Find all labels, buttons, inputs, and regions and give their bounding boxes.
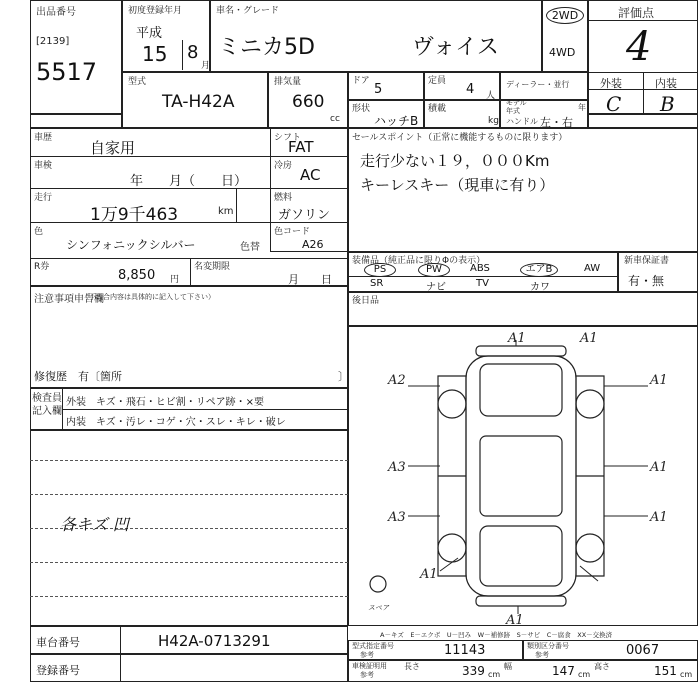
shape: ハッチB — [374, 114, 419, 128]
model-cert: 11143 — [444, 643, 486, 658]
drive-4wd: 4WD — [549, 46, 576, 59]
equipment-abs: ABS — [470, 263, 490, 274]
length-unit: cm — [488, 670, 501, 679]
inspector-label: 検査員 記入欄 — [32, 393, 62, 417]
mark-right-rear: A1 — [650, 510, 668, 525]
width-label: 幅 — [504, 662, 512, 671]
dimensions-ref: 参考 — [360, 671, 374, 679]
name-change-value: 月 日 — [288, 273, 332, 286]
model-cert-label: 型式指定番号 — [352, 642, 394, 650]
handle-label: ハンドル — [506, 117, 538, 126]
car-outline — [466, 356, 576, 596]
handle: 左・右 — [540, 116, 573, 129]
lot-number: 5517 — [36, 58, 98, 86]
equipment-leather: カワ — [530, 282, 550, 293]
name-change-label: 名変期限 — [194, 262, 231, 272]
mark-front: A1 — [508, 331, 526, 346]
equipment-aw: AW — [584, 263, 601, 274]
mark-rear-left: A1 — [420, 567, 438, 582]
mileage-label: 走行 — [34, 193, 53, 203]
class-label: 類別区分番号 — [527, 642, 569, 650]
fuel-label: 燃料 — [274, 193, 293, 203]
km-unit: km — [218, 206, 234, 217]
spare-label: スペア — [368, 604, 389, 612]
repair-history-label: 修復歴 有〔箇所 — [34, 370, 122, 383]
year-unit: 年 — [578, 103, 586, 112]
doors: 5 — [374, 82, 383, 97]
handwritten-note: 各キズ 凹 — [60, 515, 129, 534]
cooling-label: 冷房 — [274, 161, 293, 171]
right-spacer-box — [588, 114, 698, 128]
inspection-label: 車検 — [34, 161, 53, 171]
model-cert-ref: 参考 — [360, 651, 374, 659]
car-name-label: 車名・グレード — [216, 6, 280, 16]
r-label: R券 — [34, 262, 50, 272]
exterior-label: 外装 — [600, 77, 622, 90]
roof — [480, 436, 562, 516]
displacement-label: 排気量 — [274, 77, 302, 87]
height: 151 — [654, 664, 677, 678]
mark-left-rear: A3 — [388, 510, 406, 525]
height-unit: cm — [680, 670, 693, 679]
r-value: 8,850 — [118, 268, 156, 283]
mark-rear: A1 — [506, 613, 524, 626]
first-reg-label: 初度登録年月 — [128, 6, 183, 16]
car-name: ミニカ5D — [218, 35, 315, 60]
displacement: 660 — [292, 92, 325, 112]
cooling: AC — [300, 166, 321, 184]
class-ref: 参考 — [535, 651, 549, 659]
registration-label: 登録番号 — [36, 664, 80, 677]
lot-label: 出品番号 — [36, 7, 76, 18]
damage-legend: A－キズ E－エクボ U－凹み W－補修跡 S－サビ C－腐食 XX－交換済 — [380, 631, 613, 639]
warranty: 有・無 — [628, 274, 665, 288]
length: 339 — [462, 664, 485, 678]
left-spacer-box — [30, 114, 122, 128]
kg-unit: kg — [488, 116, 499, 126]
capacity-unit: 人 — [486, 91, 496, 101]
class-number: 0067 — [626, 643, 660, 658]
history-label: 車歴 — [34, 133, 53, 143]
equipment-navi: ナビ — [426, 282, 446, 293]
first-reg-month: 8 — [187, 42, 199, 63]
era: 平成 — [136, 26, 163, 41]
doors-label: ドア — [352, 76, 370, 86]
equipment-tv: TV — [476, 278, 489, 289]
sales-point-label: セールスポイント（正常に機能するものに限ります） — [352, 133, 568, 143]
rear-bumper — [476, 596, 566, 606]
caution-sub: （不具合内容は具体的に記入して下さい） — [82, 293, 215, 301]
rear-right-tire — [576, 534, 604, 562]
dimensions-box — [348, 660, 698, 682]
load-label: 積載 — [428, 104, 447, 114]
front-right-tire — [576, 390, 604, 418]
mark-right-front: A1 — [650, 373, 668, 388]
dimensions-label: 車検証明用 — [352, 662, 387, 670]
new-warranty-label: 新車保証書 — [624, 256, 670, 266]
equipment-ps: PS — [364, 263, 396, 277]
model-label: 型式 — [128, 77, 147, 87]
shift-label: シフト — [274, 133, 302, 143]
color-change-label: 色替 — [240, 242, 260, 253]
mileage: 1万9千463 — [90, 205, 179, 225]
equipment-label: 装備品（純正品に限りΦの表示） — [352, 256, 486, 266]
capacity: 4 — [466, 82, 475, 97]
sales-point-1: 走行少ない１９，０００Km — [360, 152, 550, 170]
later-items-box — [348, 292, 698, 326]
spare-tire — [370, 576, 386, 592]
interior-label: 内装 — [655, 77, 677, 90]
color-code: A26 — [302, 238, 324, 251]
equipment-airbag: エアB — [520, 263, 558, 277]
cc-unit: cc — [330, 114, 340, 124]
exterior-check-line: 外装 キズ・飛石・ヒビ割・リペア跡・×要 — [66, 397, 264, 408]
model-year-label: モデル 年式 — [506, 99, 527, 115]
auction-sheet — [30, 0, 698, 700]
color: シンフォニックシルバー — [66, 238, 196, 252]
repair-history-end: 〕 — [338, 370, 349, 383]
mark-left-mid: A3 — [388, 460, 406, 475]
chassis-number: H42A-0713291 — [158, 632, 271, 650]
inspection-value: 年 月（ 日） — [130, 174, 248, 189]
height-label: 高さ — [594, 662, 610, 671]
first-reg-year: 15 — [142, 42, 168, 66]
sales-point-2: キーレスキー（現車に有り） — [360, 176, 555, 194]
equipment-pw: PW — [418, 263, 450, 277]
score-label: 評価点 — [618, 6, 655, 20]
interior-grade: B — [660, 92, 675, 116]
equipment-sr: SR — [370, 278, 384, 289]
month-unit: 月 — [201, 61, 211, 71]
model: TA-H42A — [162, 92, 235, 112]
chassis-label: 車台番号 — [36, 636, 80, 649]
width: 147 — [552, 664, 575, 678]
drive-2wd: 2WD — [546, 7, 584, 24]
width-unit: cm — [578, 670, 591, 679]
mark-left-front: A2 — [388, 373, 406, 388]
interior-check-line: 内装 キズ・汚レ・コゲ・穴・スレ・キレ・破レ — [66, 417, 286, 428]
shape-label: 形状 — [352, 104, 371, 114]
score: 4 — [626, 24, 652, 70]
tailgate — [480, 526, 562, 586]
color-code-label: 色コード — [274, 227, 311, 237]
later-items-label: 後日品 — [352, 296, 380, 306]
exterior-grade: C — [606, 92, 622, 116]
caution-label: 注意事項申告欄 — [34, 294, 104, 305]
car-diagram — [348, 326, 698, 626]
fuel: ガソリン — [278, 208, 331, 223]
front-bumper — [476, 346, 566, 356]
dealer-label: ディーラー・並行 — [506, 80, 570, 89]
shift: FAT — [288, 138, 314, 156]
auction-code: [2139] — [36, 36, 70, 47]
capacity-label: 定員 — [428, 76, 447, 86]
mark-right-mid: A1 — [650, 460, 668, 475]
grade: ヴォイス — [412, 35, 499, 60]
color-label: 色 — [34, 227, 44, 237]
mark-front-right: A1 — [580, 331, 598, 346]
hood — [480, 364, 562, 416]
rear-left-tire — [438, 534, 466, 562]
history: 自家用 — [90, 139, 136, 157]
yen-unit: 円 — [170, 275, 180, 285]
front-left-tire — [438, 390, 466, 418]
length-label: 長さ — [404, 662, 420, 671]
